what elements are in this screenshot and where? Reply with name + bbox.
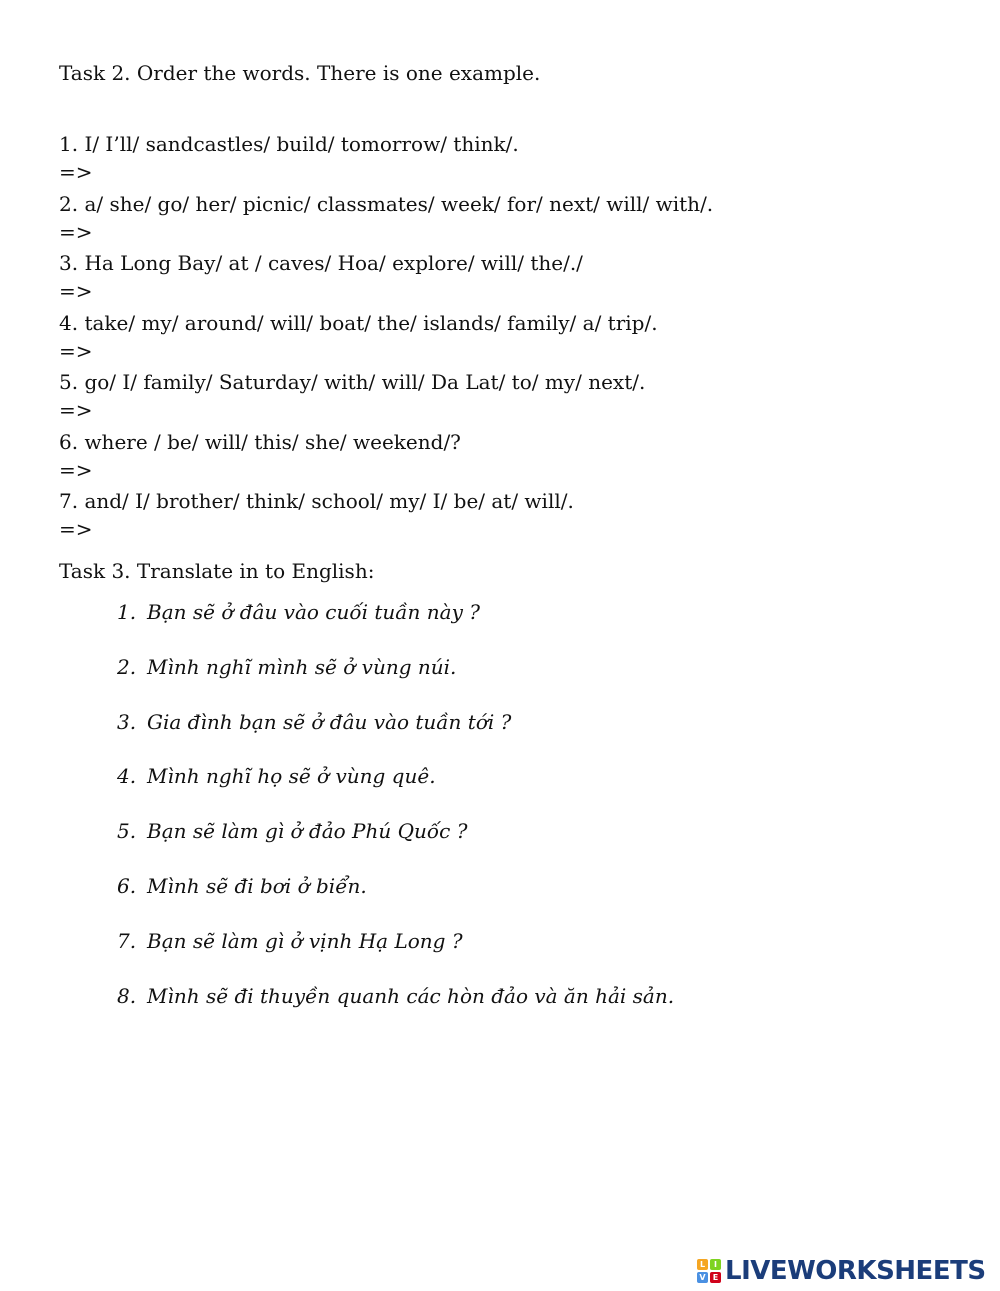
answer-line: => [59, 398, 93, 422]
vietnamese-sentence: Gia đình bạn sẽ ở đâu vào tuần tới ? [147, 709, 512, 734]
order-prompt: 3. Ha Long Bay/ at / caves/ Hoa/ explore/ will/ the/./ [59, 251, 583, 275]
order-prompt: 1. I/ I’ll/ sandcastles/ build/ tomorrow/ think/. [59, 132, 519, 156]
item-number: 3. [117, 709, 137, 734]
item-number: 4. [117, 764, 137, 789]
order-prompt: 7. and/ I/ brother/ think/ school/ my/ I/ be/ at/ will/. [59, 489, 574, 513]
order-prompt: 5. go/ I/ family/ Saturday/ with/ will/ Da Lat/ to/ my/ next/. [59, 370, 646, 394]
order-item [59, 131, 713, 191]
order-prompt: 4. take/ my/ around/ will/ boat/ the/ islands/ family/ a/ trip/. [59, 310, 658, 335]
translate-item [117, 927, 674, 982]
translate-item [117, 982, 674, 1037]
item-number: 2. [117, 654, 137, 679]
item-number: 8. [117, 983, 137, 1008]
logo-mark-icon [697, 1259, 721, 1283]
task2-heading: Task 2. Order the words. There is one example. [59, 61, 541, 85]
order-item [59, 488, 713, 548]
translate-list [117, 598, 674, 1036]
order-item [59, 429, 713, 489]
logo-mark-tile: I [710, 1259, 721, 1270]
translate-item [117, 598, 674, 653]
logo-mark-tile: E [710, 1272, 721, 1283]
vietnamese-sentence: Mình nghĩ mình sẽ ở vùng núi. [147, 654, 457, 679]
order-item [59, 191, 713, 251]
translate-item [117, 817, 674, 872]
vietnamese-sentence: Mình sẽ đi bơi ở biển. [147, 873, 367, 898]
item-number: 6. [117, 873, 137, 898]
logo-text: LIVEWORKSHEETS [725, 1256, 986, 1286]
translate-item [117, 762, 674, 817]
order-item [59, 250, 713, 310]
translate-item [117, 872, 674, 927]
vietnamese-sentence: Mình nghĩ họ sẽ ở vùng quê. [147, 764, 436, 789]
item-number: 5. [117, 819, 137, 844]
answer-line: => [59, 457, 93, 482]
vietnamese-sentence: Mình sẽ đi thuyền quanh các hòn đảo và ăn hải sản. [147, 983, 675, 1008]
translate-item [117, 708, 674, 763]
answer-line: => [59, 279, 93, 303]
vietnamese-sentence: Bạn sẽ làm gì ở vịnh Hạ Long ? [147, 928, 463, 953]
vietnamese-sentence: Bạn sẽ làm gì ở đảo Phú Quốc ? [147, 819, 468, 844]
logo-mark-tile: V [697, 1272, 708, 1283]
item-number: 1. [117, 600, 137, 624]
answer-line: => [59, 219, 93, 244]
answer-line: => [59, 160, 93, 184]
translate-item [117, 653, 674, 708]
item-number: 7. [117, 928, 137, 953]
order-item [59, 310, 713, 370]
vietnamese-sentence: Bạn sẽ ở đâu vào cuối tuần này ? [147, 600, 480, 624]
order-prompt: 2. a/ she/ go/ her/ picnic/ classmates/ week/ for/ next/ will/ with/. [59, 191, 714, 216]
order-words-list [59, 131, 713, 548]
task3-heading: Task 3. Translate in to English: [59, 559, 375, 583]
order-item [59, 369, 713, 429]
liveworksheets-logo [697, 1255, 986, 1287]
answer-line: => [59, 517, 93, 541]
order-prompt: 6. where / be/ will/ this/ she/ weekend/? [59, 429, 461, 454]
answer-line: => [59, 338, 93, 363]
logo-mark-tile: L [697, 1259, 708, 1270]
